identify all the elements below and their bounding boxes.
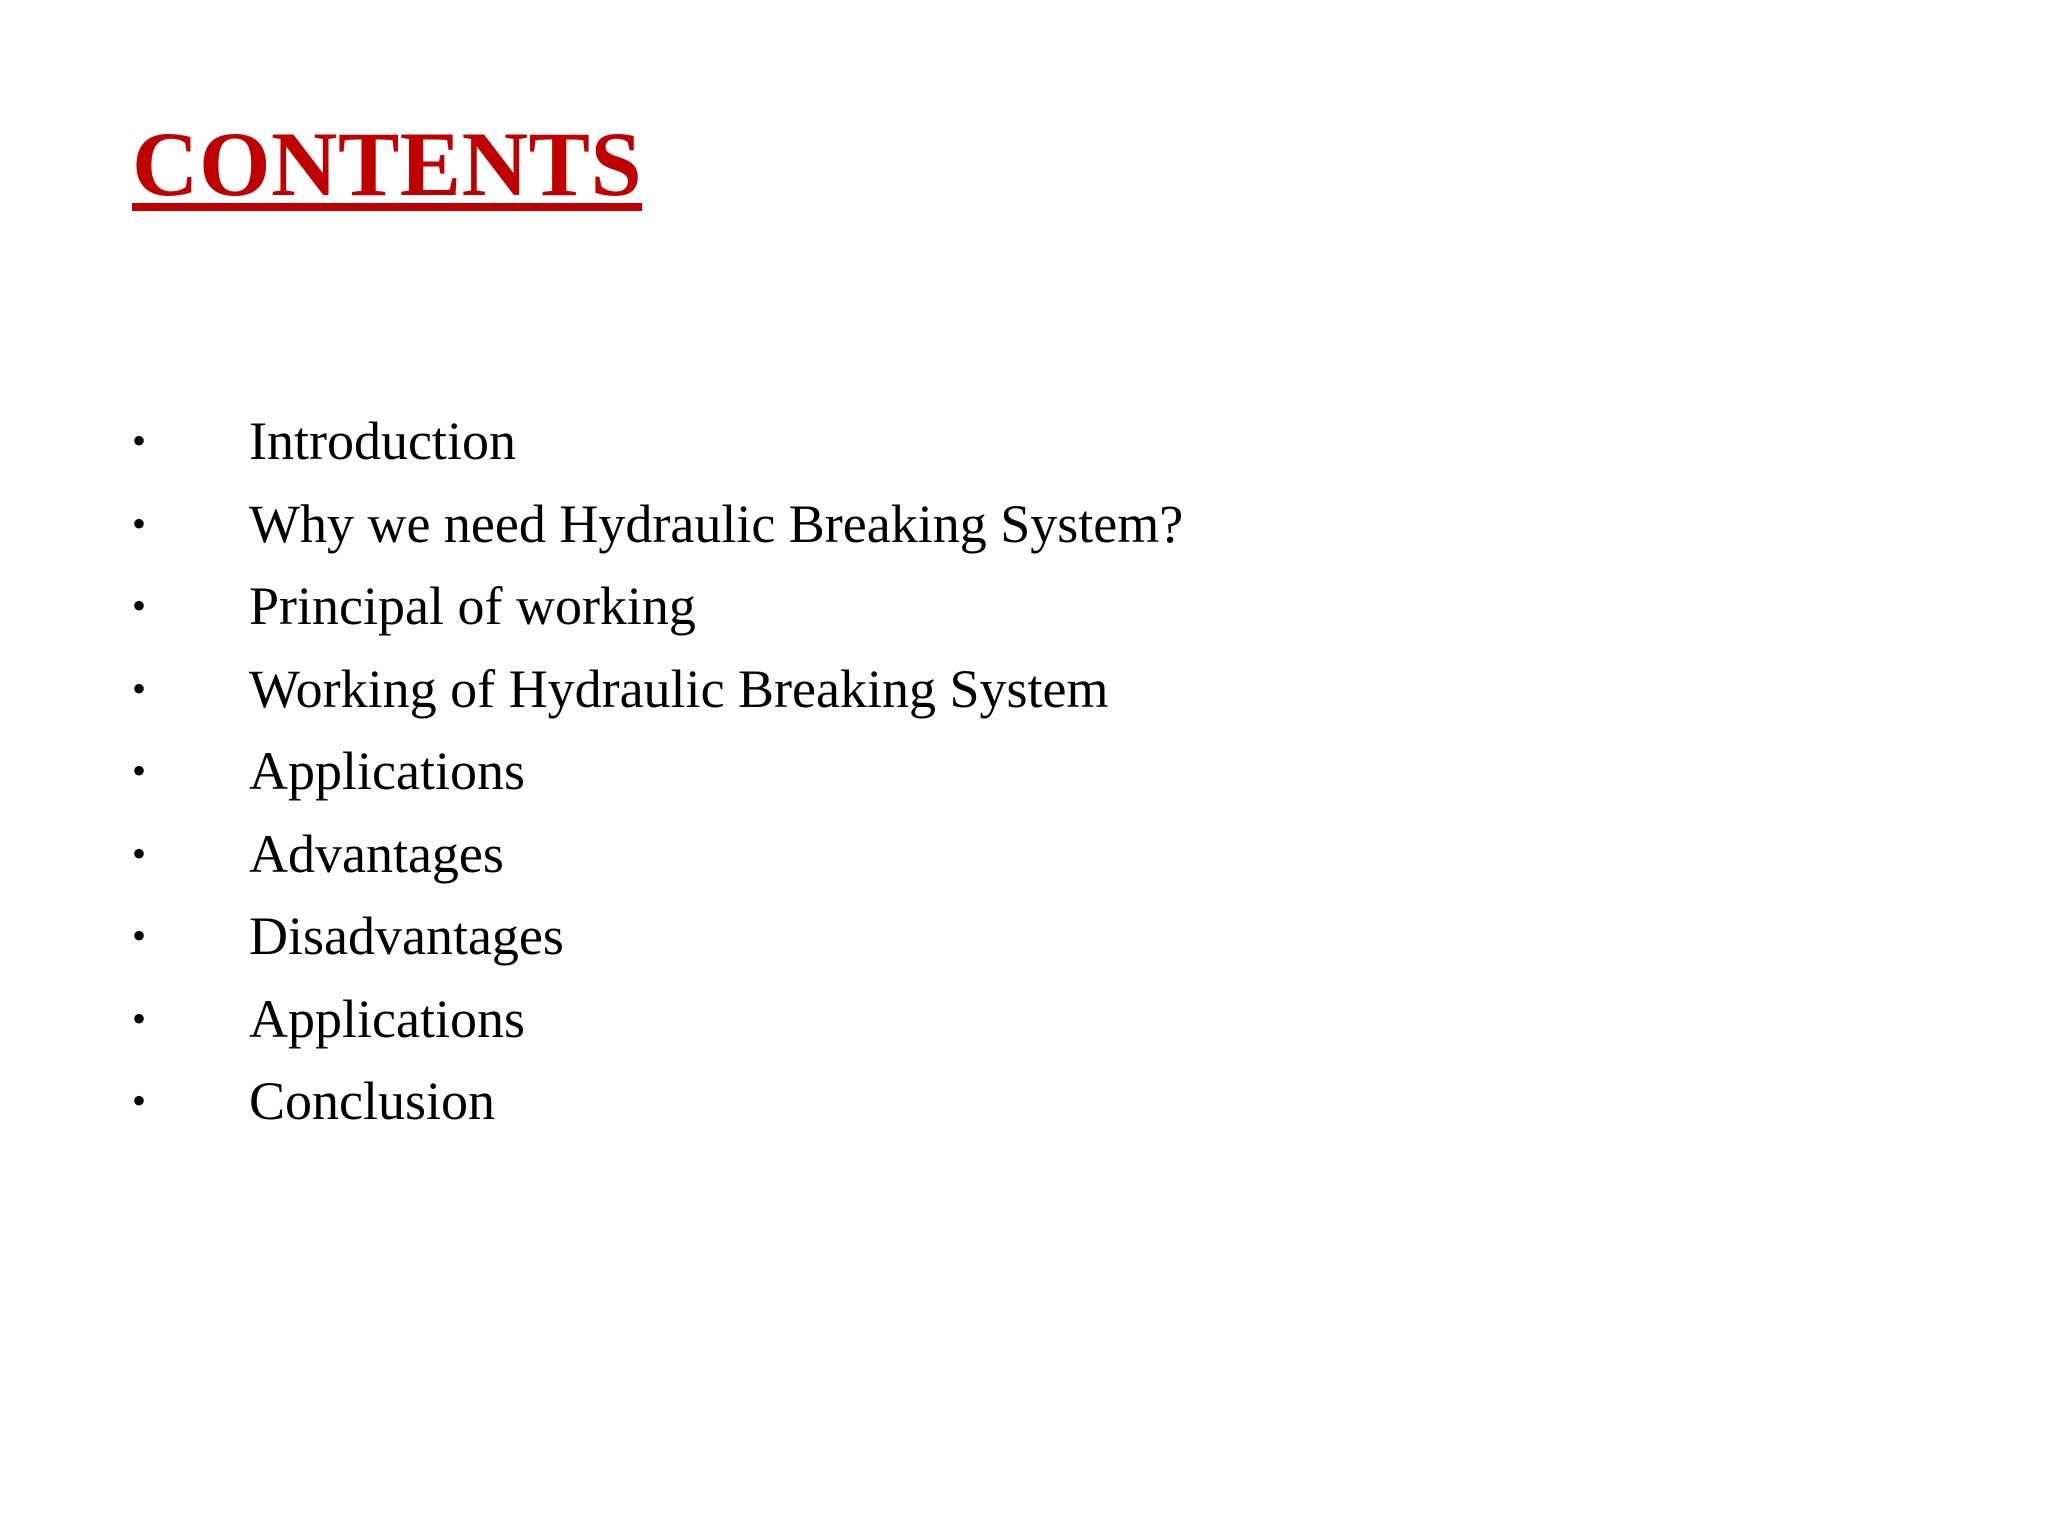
list-item bbox=[132, 978, 1183, 1061]
list-item-label: Why we need Hydraulic Breaking System? bbox=[249, 493, 1184, 554]
list-item-label: Conclusion bbox=[249, 1071, 496, 1131]
list-item-label: Principal of working bbox=[249, 576, 696, 636]
list-item-label: Applications bbox=[249, 988, 525, 1049]
list-item bbox=[132, 483, 1183, 566]
list-item-label: Introduction bbox=[249, 411, 516, 471]
list-item bbox=[132, 895, 1183, 978]
bullet-icon: • bbox=[132, 583, 147, 628]
list-item bbox=[132, 400, 1183, 483]
list-item bbox=[132, 648, 1183, 731]
bullet-icon: • bbox=[132, 830, 147, 876]
bullet-icon: • bbox=[132, 913, 147, 958]
list-item-label: Advantages bbox=[249, 823, 504, 884]
list-item-label: Disadvantages bbox=[249, 906, 564, 966]
list-item bbox=[132, 730, 1183, 813]
bullet-icon: • bbox=[132, 995, 147, 1041]
bullet-icon: • bbox=[132, 665, 147, 711]
bullet-icon: • bbox=[132, 418, 147, 463]
list-item-label: Working of Hydraulic Breaking System bbox=[249, 658, 1109, 719]
contents-list bbox=[132, 400, 1183, 1143]
list-item bbox=[132, 565, 1183, 648]
page-title: CONTENTS bbox=[132, 113, 643, 215]
list-item bbox=[132, 813, 1183, 896]
bullet-icon: • bbox=[132, 500, 147, 546]
bullet-icon: • bbox=[132, 748, 147, 793]
bullet-icon: • bbox=[132, 1078, 147, 1123]
list-item-label: Applications bbox=[249, 741, 525, 801]
list-item bbox=[132, 1060, 1183, 1143]
